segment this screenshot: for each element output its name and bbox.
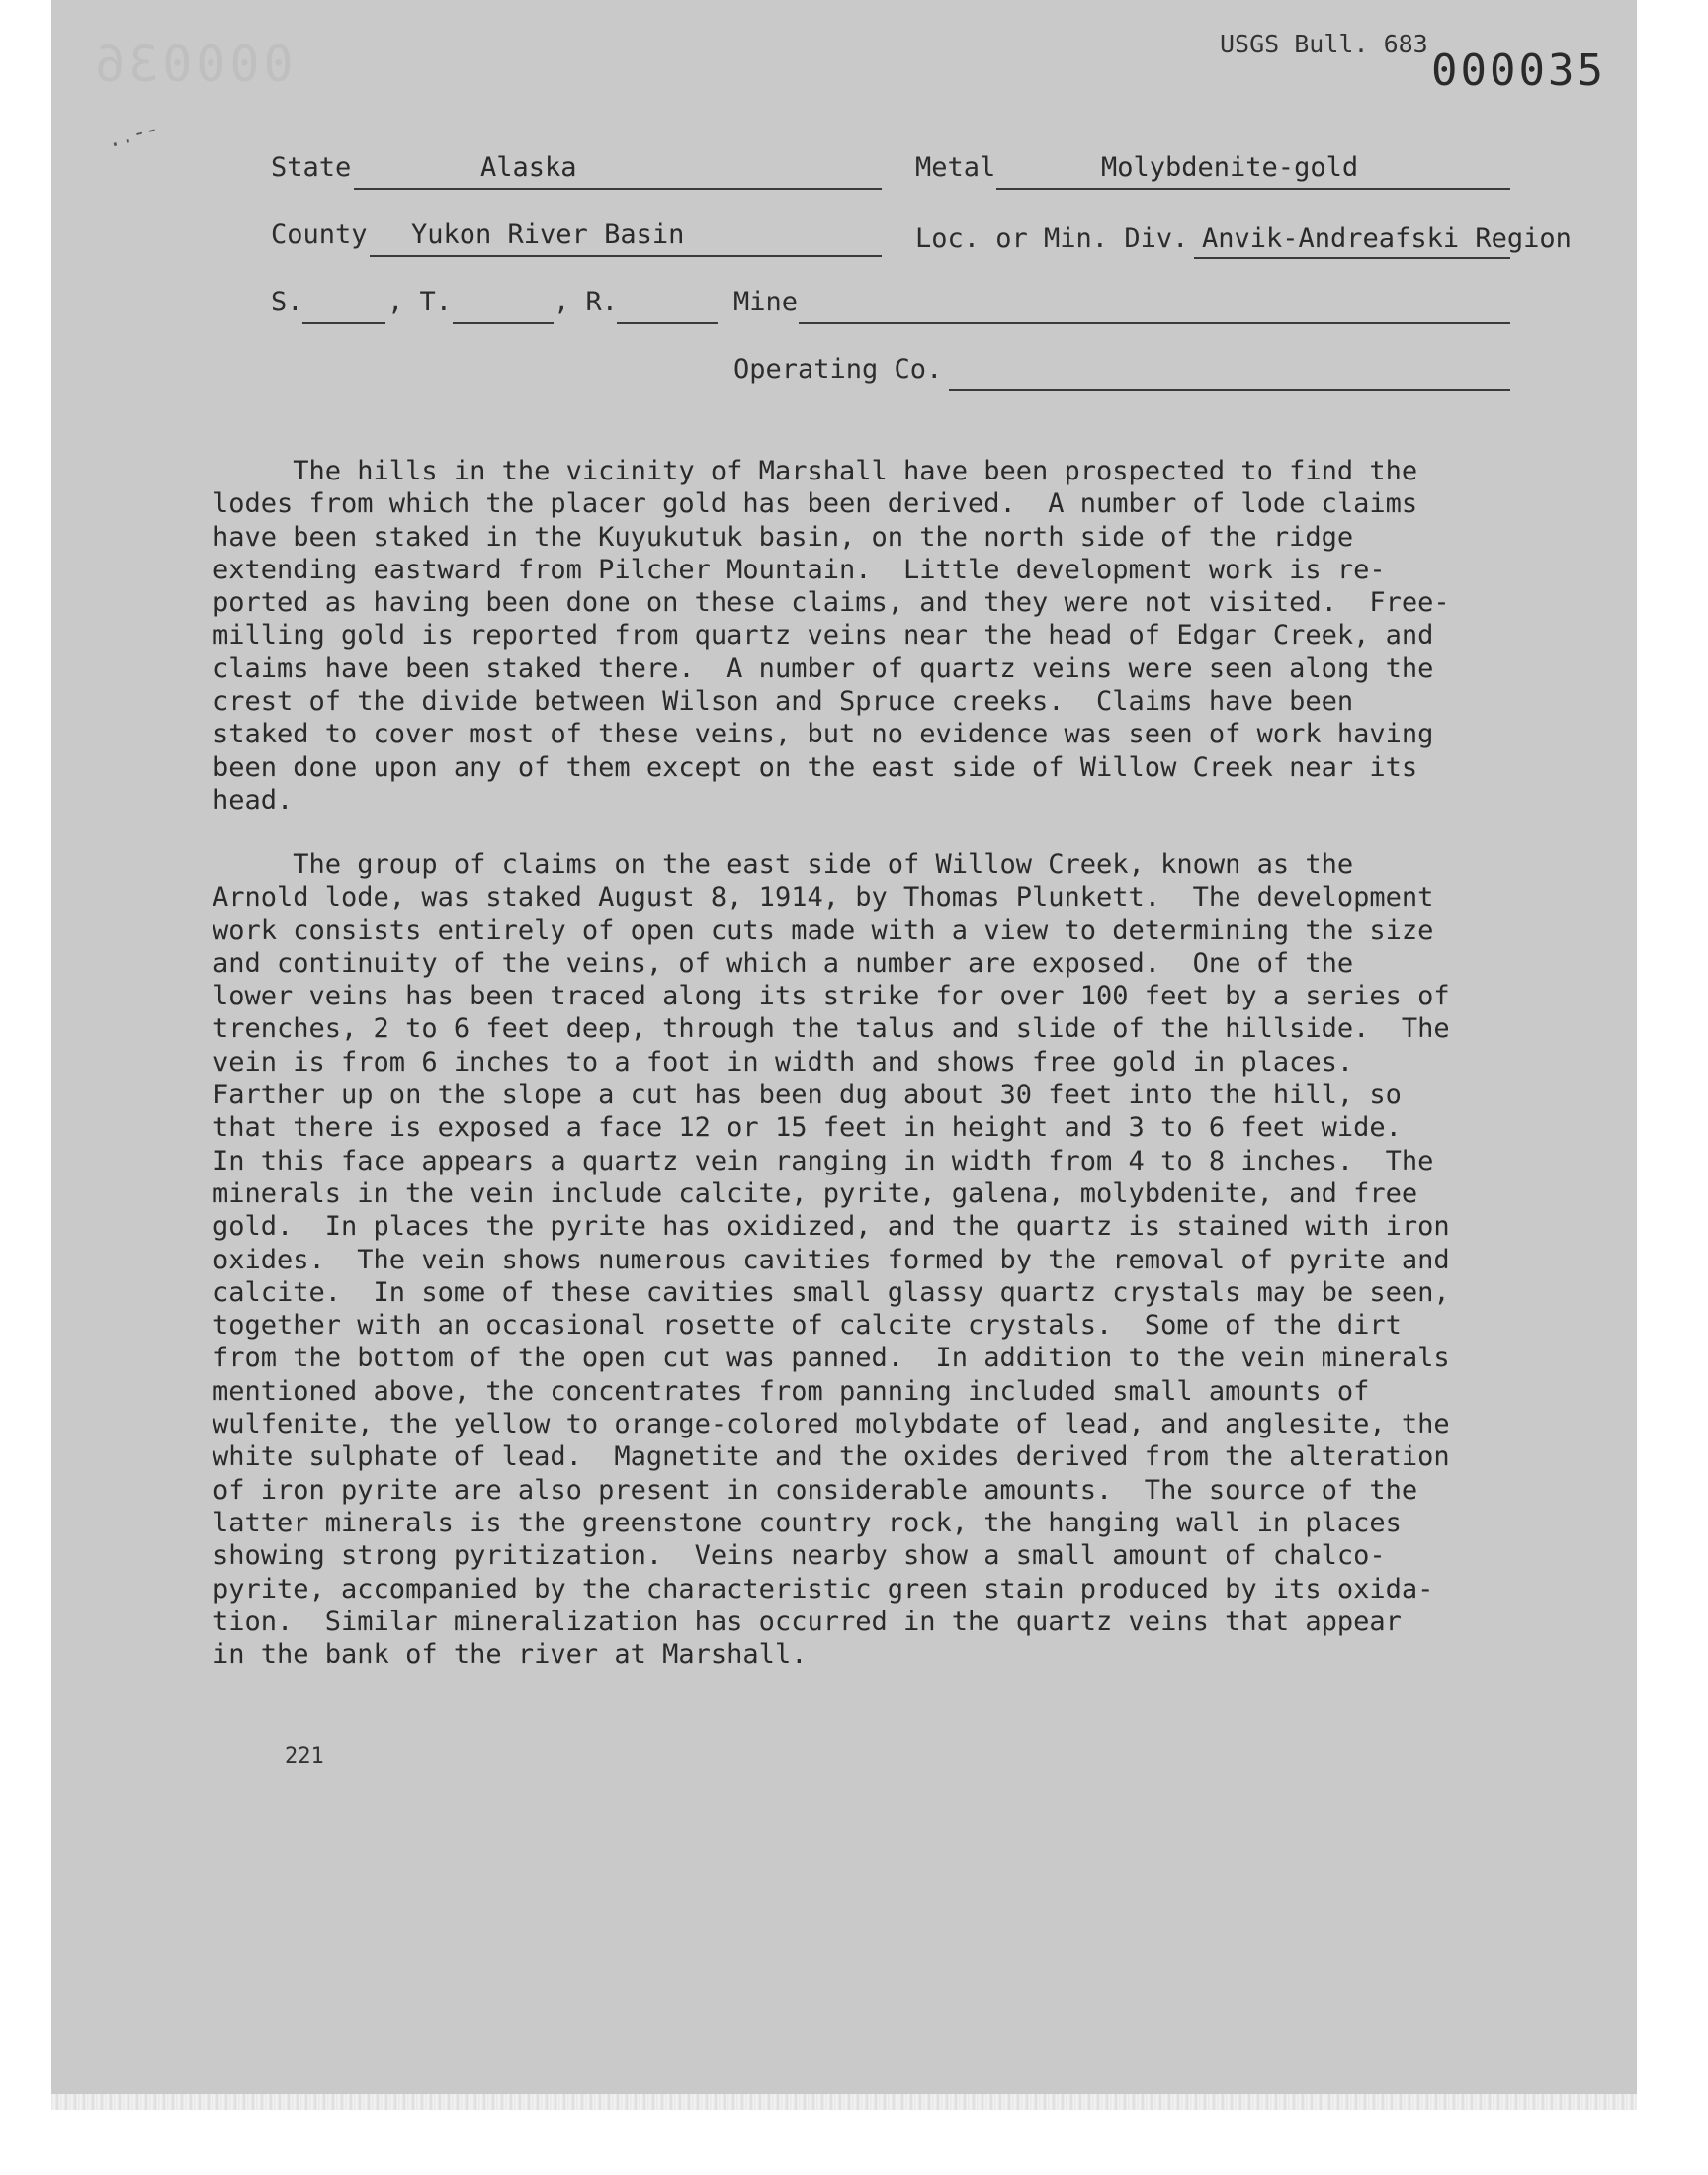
paragraph-2: The group of claims on the east side of Willow Creek, known as the Arnold lode, was staked August 8, 1914, by Thomas Plunkett. The development work consists entirely of open cuts made with a view to determining the size and continuity of the veins, of which a number are exposed. One of the lower veins has been traced along its strike for over 100 feet by a series of trenches, 2 to 6 feet deep, through the talus and slide of the hillside. The vein is from 6 inches to a foot in width and shows free gold in places. Farther up on the slope a cut has been dug about 30 feet into the hill, so that there is exposed a face 12 or 15 feet in height and 3 to 6 feet wide. In this face appears a quartz vein ranging in width from 4 to 8 inches. The minerals in the vein include calcite, pyrite, galena, molybdenite, and free gold. In places the pyrite has oxidized, and the quartz is stained with iron oxides. The vein shows numerous cavities formed by the removal of pyrite and calcite. In some of these cavities small glassy quartz crystals may be seen, together with an occasional rosette of calcite crystals. Some of the dirt from the bottom of the open cut was panned. In addition to the vein minerals mentioned above, the concentrates from panning included small amounts of wulfenite, the yellow to orange-colored molybdate of lead, and anglesite, the white sulphate of lead. Magnetite and the oxides derived from the alteration of iron pyrite are also present in considerable amounts. The source of the latter minerals is the greenstone country rock, the hanging wall in places showing strong pyritization. Veins nearby show a small amount of chalco- pyrite, accompanied by the characteristic green stain produced by its oxida- tion. Similar mineralization has occurred in the quartz veins that appear in the bank of the river at Marshall. [213,849,1450,1671]
operating-company-underline [949,389,1510,391]
bleed-through-number: 000036 [91,36,294,93]
metal-underline [996,188,1510,190]
mine-underline [799,322,1510,324]
location-value: Anvik-Andreafski Region [1202,223,1572,254]
corner-pencil-mark: ..-- [104,116,162,154]
county-label: County [271,219,368,250]
bulletin-reference: USGS Bull. 683 [1220,30,1428,58]
county-value: Yukon River Basin [411,219,685,250]
location-label: Loc. or Min. Div. [915,223,1189,254]
state-underline [354,188,882,190]
township-underline [453,322,554,324]
metal-label: Metal [915,152,996,183]
state-label: State [271,152,352,183]
paragraph-1: The hills in the vicinity of Marshall have been prospected to find the lodes from which the placer gold has been derived. A number of lode claims have been staked in the Kuyukutuk basin, on the north side of the ridge extending eastward from Pilcher Mountain. Little development work is re- ported as having been done on these claims, and they were not visited. Free- milling gold is reported from quartz veins near the head of Edgar Creek, and claims have been staked there. A number of quartz veins were seen along the crest of the divide between Wilson and Spruce creeks. Claims have been staked to cover most of these veins, but no evidence was seen of work having been done upon any of them except on the east side of Willow Creek near its head. [213,456,1450,816]
range-underline [617,322,718,324]
township-label: , T. [387,287,453,317]
state-value: Alaska [480,152,577,183]
document-number: 000035 [1431,45,1606,96]
metal-value: Molybdenite-gold [1101,152,1359,183]
mine-label: Mine [733,287,799,317]
range-label: , R. [554,287,619,317]
section-underline [302,322,385,324]
page-number: 221 [285,1744,324,1769]
scan-edge-strip [51,2094,1637,2110]
section-label: S. [271,287,303,317]
county-underline [370,255,882,257]
operating-company-label: Operating Co. [733,354,943,385]
location-underline [1194,257,1510,259]
